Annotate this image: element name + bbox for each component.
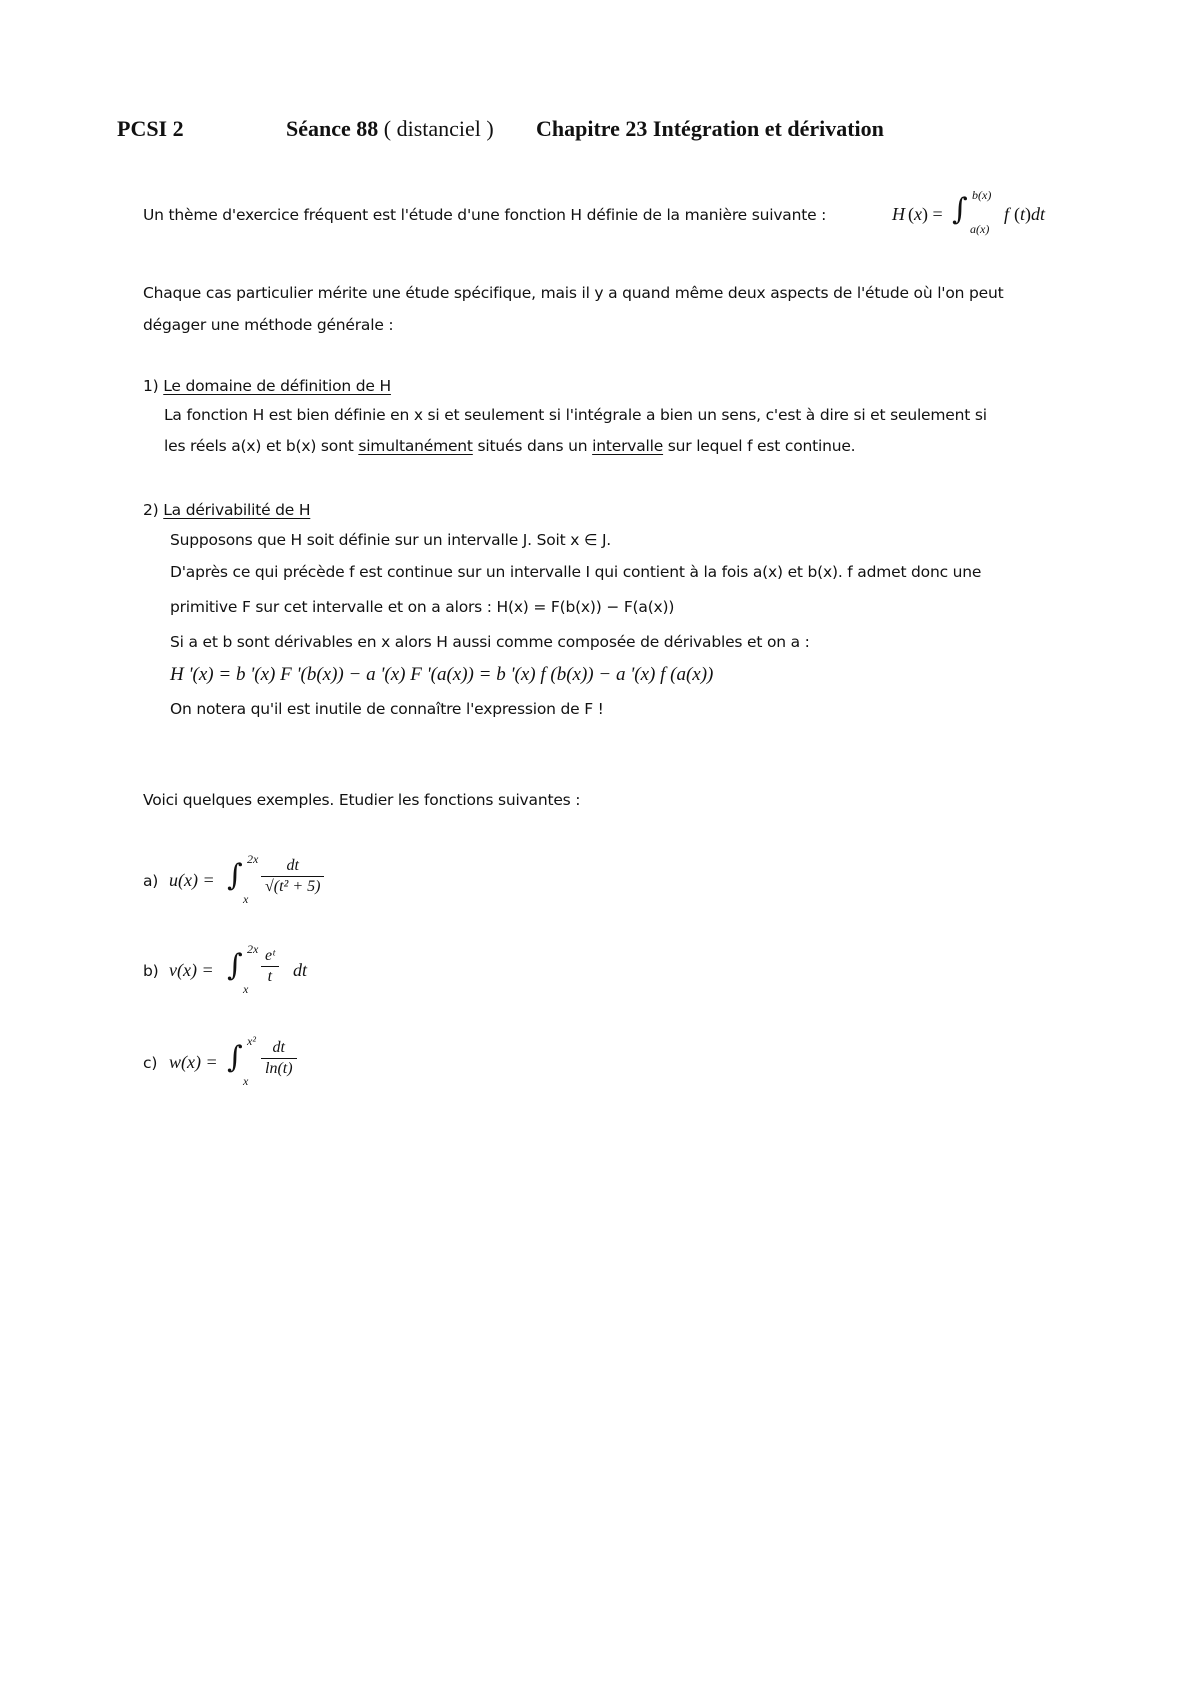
para1-line1: Chaque cas particulier mérite une étude spécifique, mais il y a quand même deux aspects de l'étude où l'on peut bbox=[143, 284, 1004, 302]
example-a-upper: 2x bbox=[247, 852, 259, 866]
section2-title: La dérivabilité de H bbox=[163, 501, 311, 519]
example-c-label: c) bbox=[143, 1054, 158, 1072]
session-number: Séance 88 bbox=[286, 116, 379, 141]
example-b: b) v(x) = ∫ 2x x $\frac{\text{eᵗ}}{t}$ dt bbox=[143, 942, 308, 996]
example-a-fraction bbox=[261, 856, 324, 897]
section1-line1: La fonction H est bien définie en x si et seulement si l'intégrale a bien un sens, c'est à dire si et seulement si bbox=[164, 406, 987, 424]
example-a-num: dt bbox=[261, 856, 324, 877]
example-a-label: a) bbox=[143, 872, 159, 890]
example-b-fraction bbox=[261, 946, 279, 987]
example-b-den: t bbox=[267, 968, 273, 985]
section1-line2-part-b: situés dans un bbox=[477, 437, 588, 455]
section2-line3: primitive F sur cet intervalle et on a alors : H(x) = F(b(x)) − F(a(x)) bbox=[170, 598, 675, 616]
section2-derivative-formula: H '(x) = b '(x) F '(b(x)) − a '(x) F '(a(x)) = b '(x) f (b(x)) − a '(x) f (a(x)) bbox=[170, 664, 714, 685]
course-code: PCSI 2 bbox=[117, 116, 184, 141]
example-a-lower: x bbox=[243, 892, 249, 906]
example-b-label: b) bbox=[143, 962, 159, 980]
intro-formula: H (x) = ∫ b(x) a(x) f (t)dt bbox=[892, 188, 1046, 236]
example-b-fn: v(x) = bbox=[169, 960, 214, 980]
section2-line1: Supposons que H soit définie sur un intervalle J. Soit x ∈ J. bbox=[170, 531, 612, 549]
session-mode: ( distanciel ) bbox=[383, 116, 494, 141]
section2-line2: D'après ce qui précède f est continue sur un intervalle I qui contient à la fois a(x) et b(x). f admet donc une bbox=[170, 563, 982, 581]
example-c: c) w(x) = ∫ x² x $\frac{dt}{\ln(t)}$ bbox=[143, 1032, 403, 1102]
example-a-den: √(t² + 5) bbox=[265, 878, 321, 895]
session-title bbox=[286, 116, 494, 142]
example-b-num: eᵗ bbox=[261, 946, 279, 967]
intro-text: Un thème d'exercice fréquent est l'étude d'une fonction H définie de la manière suivante : bbox=[143, 206, 827, 224]
section2-number: 2) bbox=[143, 501, 159, 519]
section1-number: 1) bbox=[143, 377, 159, 395]
section1-line2 bbox=[164, 437, 855, 455]
example-c-den: ln(t) bbox=[265, 1060, 293, 1077]
example-c-upper: x² bbox=[247, 1034, 256, 1048]
section1-title: Le domaine de définition de H bbox=[163, 377, 391, 395]
section1-underlined-intervalle: intervalle bbox=[592, 437, 664, 455]
example-c-fraction bbox=[261, 1038, 297, 1079]
section2-heading bbox=[143, 501, 310, 519]
example-b-lower: x bbox=[243, 982, 249, 996]
example-a-fn: u(x) = bbox=[169, 870, 215, 890]
para1-line2: dégager une méthode générale : bbox=[143, 316, 394, 334]
section1-underlined-simultanement: simultanément bbox=[358, 437, 473, 455]
examples-intro: Voici quelques exemples. Etudier les fonctions suivantes : bbox=[143, 791, 581, 809]
example-b-upper: 2x bbox=[247, 942, 259, 956]
example-a: a) u(x) = ∫ 2x x $\frac{dt}{\text{√(t² + 5)}}$ bbox=[143, 850, 403, 920]
section1-heading bbox=[143, 377, 391, 395]
example-c-fn: w(x) = bbox=[169, 1052, 218, 1072]
section2-line6: On notera qu'il est inutile de connaître l'expression de F ! bbox=[170, 700, 604, 718]
example-b-dt: dt bbox=[293, 960, 308, 980]
section1-line2-part-c: sur lequel f est continue. bbox=[667, 437, 856, 455]
example-c-num: dt bbox=[261, 1038, 297, 1059]
section2-line4: Si a et b sont dérivables en x alors H aussi comme composée de dérivables et on a : bbox=[170, 633, 810, 651]
example-c-lower: x bbox=[243, 1074, 249, 1088]
section1-line2-part-a: les réels a(x) et b(x) sont bbox=[164, 437, 354, 455]
chapter-title: Chapitre 23 Intégration et dérivation bbox=[536, 116, 884, 141]
